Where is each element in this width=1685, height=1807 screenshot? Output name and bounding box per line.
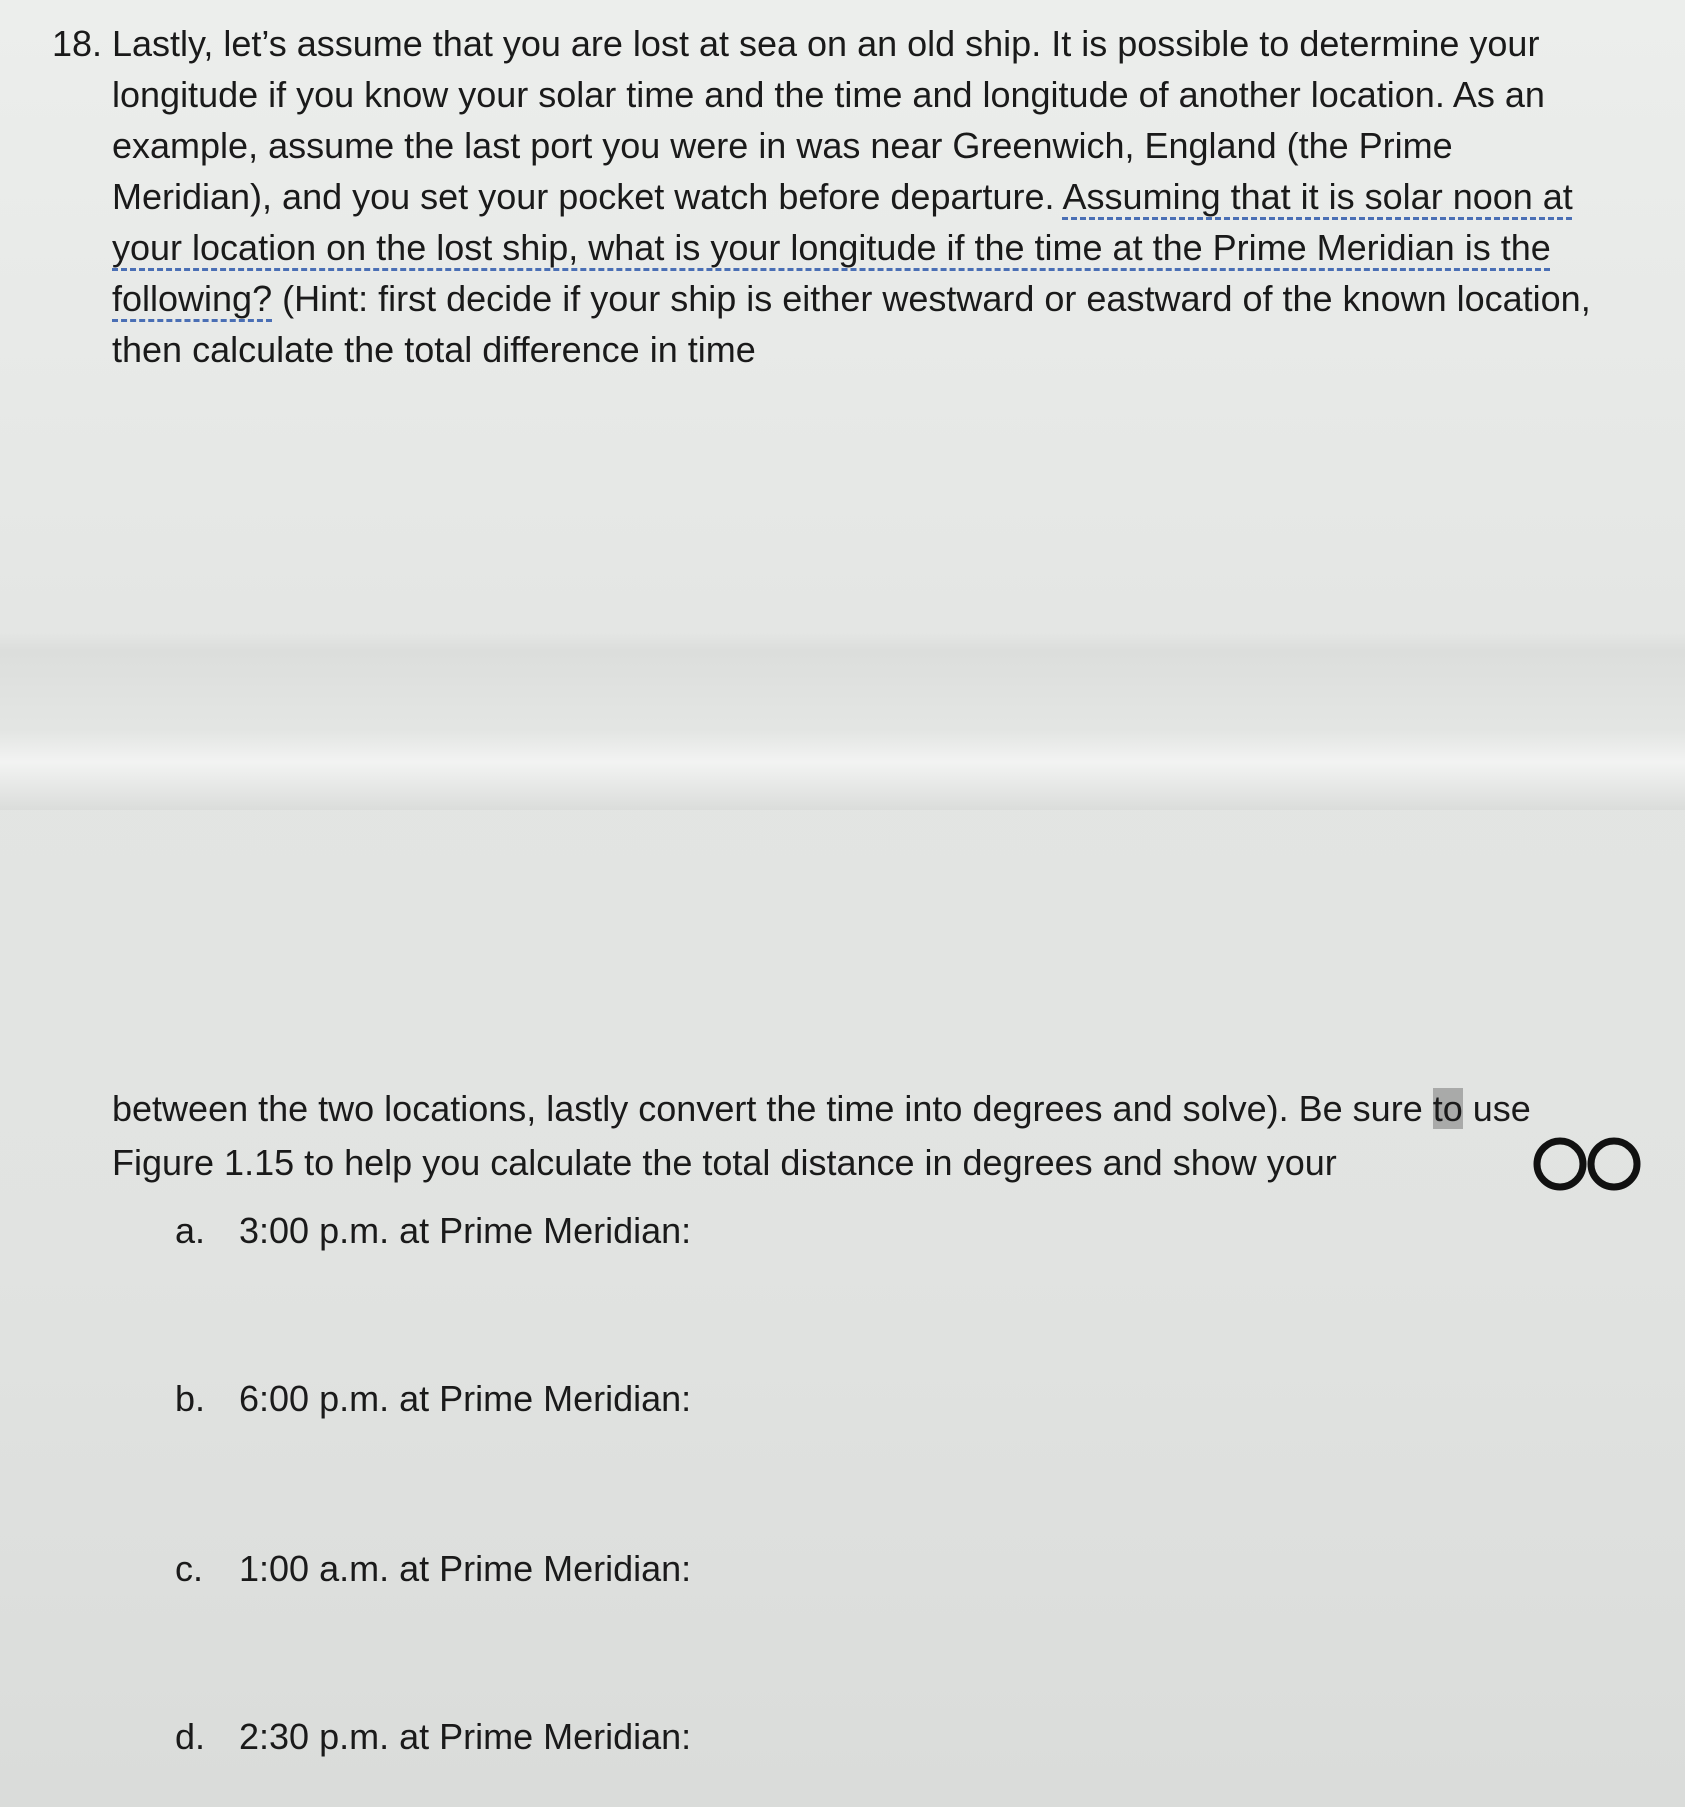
continuation-text-a: between the two locations, lastly convert the time into degrees and solve). Be sure <box>112 1088 1433 1129</box>
item-letter: b. <box>175 1378 206 1419</box>
screen-glare-band <box>0 730 1685 810</box>
highlighted-word: to <box>1432 1088 1463 1129</box>
question-text <box>112 18 1612 375</box>
item-text: 1:00 a.m. at Prime Meridian: <box>239 1548 692 1589</box>
question-hint: (Hint: first decide if your ship is either westward or eastward of the known location, then calculate the total difference in time <box>112 278 1591 370</box>
question-intro: Lastly, let’s assume that you are lost at sea on an old ship. It is possible to determine your longitude if you know your solar time and the time and longitude of another location. As an example, assume the last port you were in was near Greenwich, England (the Prime Meridian), and you set your pocket watch before departure. <box>112 23 1545 217</box>
question-prompt-underlined: Assuming that it is solar noon at your location on the lost ship, what is your longitude if the time at the Prime Meridian is the following? <box>112 176 1573 319</box>
item-letter: d. <box>175 1716 206 1757</box>
continuation-text-b: use Figure 1.15 to help you calculate the total distance in degrees and show your <box>112 1088 1531 1183</box>
item-letter: a. <box>175 1210 206 1251</box>
list-item <box>175 1378 691 1420</box>
list-item <box>175 1716 691 1758</box>
item-text: 3:00 p.m. at Prime Meridian: <box>239 1210 692 1251</box>
item-letter: c. <box>175 1548 204 1589</box>
question-number: 18. <box>52 23 103 64</box>
item-text: 2:30 p.m. at Prime Meridian: <box>239 1716 692 1757</box>
item-text: 6:00 p.m. at Prime Meridian: <box>239 1378 692 1419</box>
list-item <box>175 1548 691 1590</box>
question-18 <box>52 18 1612 375</box>
loading-rings-icon <box>1528 1134 1648 1194</box>
question-continuation <box>112 1082 1632 1190</box>
list-item <box>175 1210 691 1252</box>
